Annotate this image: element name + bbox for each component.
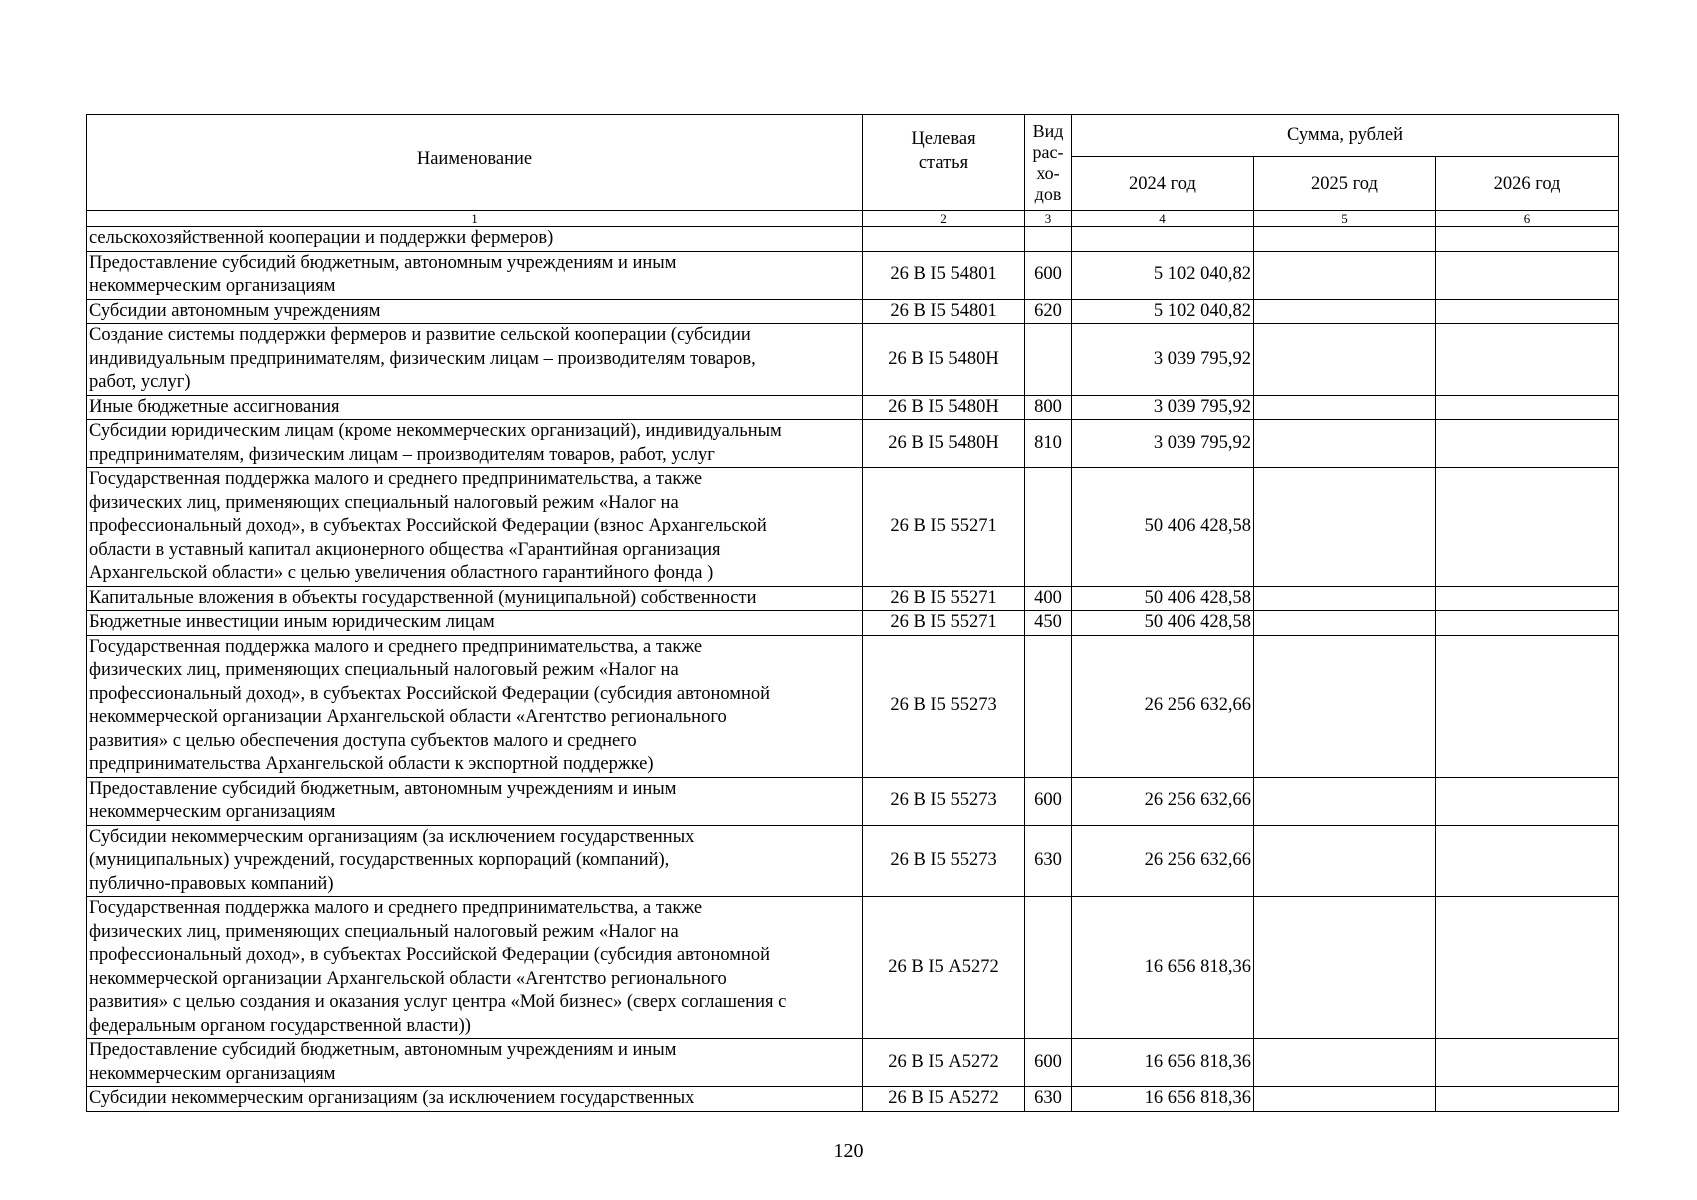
row-vid [1025, 468, 1072, 587]
row-name-line: Государственная поддержка малого и среднего предпринимательства, а также [89, 636, 703, 657]
row-sum-2026 [1436, 299, 1619, 324]
row-sum-2024: 3 039 795,92 [1072, 395, 1254, 420]
table-row [87, 395, 1619, 420]
row-name-line: Предоставление субсидий бюджетным, автономным учреждениям и иным [89, 252, 677, 273]
row-name-line: некоммерческой организации Архангельской области «Агентство регионального [89, 968, 727, 989]
table-header [87, 115, 1619, 227]
header-code-line2: статья [918, 152, 969, 173]
row-sum-2025 [1254, 1087, 1436, 1112]
row-name [87, 1087, 863, 1112]
row-name-line: развития» с целью создания и оказания услуг центра «Мой бизнес» (сверх соглашения с [89, 992, 787, 1012]
row-name-line: (муниципальных) учреждений, государственных корпораций (компаний), [89, 850, 670, 870]
row-sum-2025 [1254, 586, 1436, 611]
table-row [87, 586, 1619, 611]
row-sum-2026 [1436, 897, 1619, 1039]
row-sum-2026 [1436, 825, 1619, 897]
row-sum-2026 [1436, 611, 1619, 636]
row-name-line: Бюджетные инвестиции иным юридическим лицам [89, 612, 495, 632]
row-code: 26 В I5 55273 [863, 777, 1025, 825]
header-vid-line: рас- [1032, 141, 1064, 162]
row-sum-2025 [1254, 611, 1436, 636]
row-sum-2024: 50 406 428,58 [1072, 586, 1254, 611]
row-code: 26 В I5 55271 [863, 611, 1025, 636]
row-name-line: Архангельской области» с целью увеличения областного гарантийного фонда ) [89, 563, 714, 583]
row-sum-2024: 26 256 632,66 [1072, 777, 1254, 825]
row-code: 26 В I5 55271 [863, 586, 1025, 611]
row-name-line: некоммерческим организациям [89, 802, 336, 822]
row-name-line: физических лиц, применяющих специальный налоговый режим «Налог на [89, 492, 679, 513]
table-row [87, 251, 1619, 299]
row-sum-2025 [1254, 1039, 1436, 1087]
row-name-line: профессиональный доход», в субъектах Российской Федерации (субсидия автономной [89, 683, 771, 704]
row-vid [1025, 635, 1072, 777]
row-name-line: области в уставный капитал акционерного общества «Гарантийная организация [89, 539, 721, 560]
table-row [87, 420, 1619, 468]
row-name-line: публично-правовых компаний) [89, 873, 334, 894]
row-sum-2025 [1254, 420, 1436, 468]
row-name-line: Субсидии юридическим лицам (кроме некоммерческих организаций), индивидуальным [89, 421, 782, 441]
row-code: 26 В I5 55273 [863, 635, 1025, 777]
row-name-line: Иные бюджетные ассигнования [89, 396, 340, 417]
column-number: 1 [87, 211, 863, 227]
row-name-line: предпринимательства Архангельской области к экспортной поддержке) [89, 754, 654, 774]
row-name-line: развития» с целью обеспечения доступа субъектов малого и среднего [89, 730, 637, 751]
header-vid-line: Вид [1032, 120, 1064, 141]
row-code [863, 227, 1025, 252]
header-vid-line: дов [1034, 183, 1062, 204]
row-name [87, 897, 863, 1039]
row-sum-2024: 26 256 632,66 [1072, 825, 1254, 897]
column-number: 4 [1072, 211, 1254, 227]
row-name-line: Предоставление субсидий бюджетным, автономным учреждениям и иным [89, 1040, 677, 1060]
row-name [87, 611, 863, 636]
column-number: 2 [863, 211, 1025, 227]
row-name-line: физических лиц, применяющих специальный налоговый режим «Налог на [89, 660, 679, 680]
row-name-line: предпринимателям, физическим лицам – производителям товаров, работ, услуг [89, 444, 715, 465]
row-sum-2025 [1254, 227, 1436, 252]
budget-table [86, 114, 1619, 1112]
table-row [87, 777, 1619, 825]
header-year-2024: 2024 год [1072, 157, 1254, 211]
table-row [87, 1087, 1619, 1112]
row-name-line: некоммерческим организациям [89, 276, 336, 296]
row-vid: 630 [1025, 825, 1072, 897]
row-name [87, 635, 863, 777]
row-name [87, 227, 863, 252]
row-name [87, 468, 863, 587]
row-code: 26 В I5 5480Н [863, 420, 1025, 468]
row-vid: 630 [1025, 1087, 1072, 1112]
row-name-line: Субсидии некоммерческим организациям (за исключением государственных [89, 1088, 695, 1108]
row-sum-2024: 26 256 632,66 [1072, 635, 1254, 777]
row-sum-2026 [1436, 1039, 1619, 1087]
row-sum-2024: 50 406 428,58 [1072, 468, 1254, 587]
row-vid: 400 [1025, 586, 1072, 611]
row-name-line: работ, услуг) [89, 372, 191, 392]
table-row [87, 227, 1619, 252]
row-code: 26 В I5 5480Н [863, 395, 1025, 420]
column-number: 5 [1254, 211, 1436, 227]
row-sum-2026 [1436, 227, 1619, 252]
row-code: 26 В I5 54801 [863, 251, 1025, 299]
row-sum-2025 [1254, 299, 1436, 324]
row-sum-2026 [1436, 777, 1619, 825]
row-sum-2026 [1436, 251, 1619, 299]
row-sum-2025 [1254, 897, 1436, 1039]
row-name [87, 777, 863, 825]
header-year-2026: 2026 год [1436, 157, 1619, 211]
row-vid: 620 [1025, 299, 1072, 324]
row-sum-2026 [1436, 468, 1619, 587]
row-name [87, 251, 863, 299]
row-sum-2024: 16 656 818,36 [1072, 1039, 1254, 1087]
row-name-line: Создание системы поддержки фермеров и развитие сельской кооперации (субсидии [89, 325, 751, 345]
row-vid: 600 [1025, 777, 1072, 825]
row-name [87, 1039, 863, 1087]
row-sum-2024: 5 102 040,82 [1072, 299, 1254, 324]
table-row [87, 825, 1619, 897]
table-row [87, 324, 1619, 396]
header-vid-line: хо- [1036, 162, 1060, 183]
table-row [87, 897, 1619, 1039]
row-sum-2024: 50 406 428,58 [1072, 611, 1254, 636]
row-name-line: Капитальные вложения в объекты государственной (муниципальной) собственности [89, 587, 757, 608]
row-vid [1025, 324, 1072, 396]
row-vid: 810 [1025, 420, 1072, 468]
row-sum-2024: 16 656 818,36 [1072, 897, 1254, 1039]
table-row [87, 1039, 1619, 1087]
row-sum-2025 [1254, 324, 1436, 396]
row-name [87, 586, 863, 611]
row-sum-2025 [1254, 635, 1436, 777]
row-name [87, 420, 863, 468]
row-name-line: Государственная поддержка малого и среднего предпринимательства, а также [89, 469, 703, 489]
table-row [87, 468, 1619, 587]
row-name-line: некоммерческой организации Архангельской области «Агентство регионального [89, 707, 727, 727]
row-sum-2026 [1436, 635, 1619, 777]
column-number: 6 [1436, 211, 1619, 227]
column-numbers-row [87, 211, 1619, 227]
row-code: 26 В I5 55271 [863, 468, 1025, 587]
row-sum-2024: 3 039 795,92 [1072, 420, 1254, 468]
row-name-line: федеральным органом государственной власти)) [89, 1015, 471, 1036]
header-vid [1025, 115, 1072, 211]
page-number: 120 [833, 1140, 864, 1162]
row-name-line: некоммерческим организациям [89, 1063, 336, 1084]
row-code: 26 В I5 5480Н [863, 324, 1025, 396]
row-sum-2026 [1436, 586, 1619, 611]
row-code: 26 В I5 А5272 [863, 1087, 1025, 1112]
row-vid: 800 [1025, 395, 1072, 420]
header-year-2025: 2025 год [1254, 157, 1436, 211]
row-sum-2025 [1254, 468, 1436, 587]
row-sum-2025 [1254, 395, 1436, 420]
row-vid [1025, 897, 1072, 1039]
header-code [863, 115, 1025, 211]
row-name-line: Предоставление субсидий бюджетным, автономным учреждениям и иным [89, 778, 677, 799]
row-name [87, 395, 863, 420]
column-number: 3 [1025, 211, 1072, 227]
row-code: 26 В I5 54801 [863, 299, 1025, 324]
row-code: 26 В I5 55273 [863, 825, 1025, 897]
table-row [87, 635, 1619, 777]
table-row [87, 611, 1619, 636]
table-body [87, 227, 1619, 1112]
row-name-line: физических лиц, применяющих специальный налоговый режим «Налог на [89, 921, 679, 942]
row-name-line: сельскохозяйственной кооперации и поддержки фермеров) [89, 228, 554, 248]
row-name-line: Субсидии автономным учреждениям [89, 300, 381, 321]
row-name-line: профессиональный доход», в субъектах Российской Федерации (взнос Архангельской [89, 516, 767, 536]
row-code: 26 В I5 А5272 [863, 897, 1025, 1039]
row-vid [1025, 227, 1072, 252]
row-sum-2026 [1436, 324, 1619, 396]
row-name-line: Субсидии некоммерческим организациям (за исключением государственных [89, 826, 695, 847]
row-code: 26 В I5 А5272 [863, 1039, 1025, 1087]
header-code-line1: Целевая [911, 129, 976, 149]
row-vid: 600 [1025, 1039, 1072, 1087]
row-sum-2024: 3 039 795,92 [1072, 324, 1254, 396]
header-sum: Сумма, рублей [1072, 115, 1619, 157]
row-name [87, 324, 863, 396]
row-name-line: профессиональный доход», в субъектах Российской Федерации (субсидия автономной [89, 945, 771, 965]
row-name-line: Государственная поддержка малого и среднего предпринимательства, а также [89, 898, 703, 918]
row-sum-2024: 16 656 818,36 [1072, 1087, 1254, 1112]
row-sum-2024: 5 102 040,82 [1072, 251, 1254, 299]
row-sum-2025 [1254, 251, 1436, 299]
row-name [87, 825, 863, 897]
row-sum-2024 [1072, 227, 1254, 252]
row-sum-2025 [1254, 777, 1436, 825]
row-vid: 450 [1025, 611, 1072, 636]
row-sum-2025 [1254, 825, 1436, 897]
row-sum-2026 [1436, 420, 1619, 468]
row-vid: 600 [1025, 251, 1072, 299]
row-sum-2026 [1436, 1087, 1619, 1112]
row-name-line: индивидуальным предпринимателям, физическим лицам – производителям товаров, [89, 348, 756, 369]
row-name [87, 299, 863, 324]
table-row [87, 299, 1619, 324]
header-name: Наименование [87, 115, 863, 211]
row-sum-2026 [1436, 395, 1619, 420]
